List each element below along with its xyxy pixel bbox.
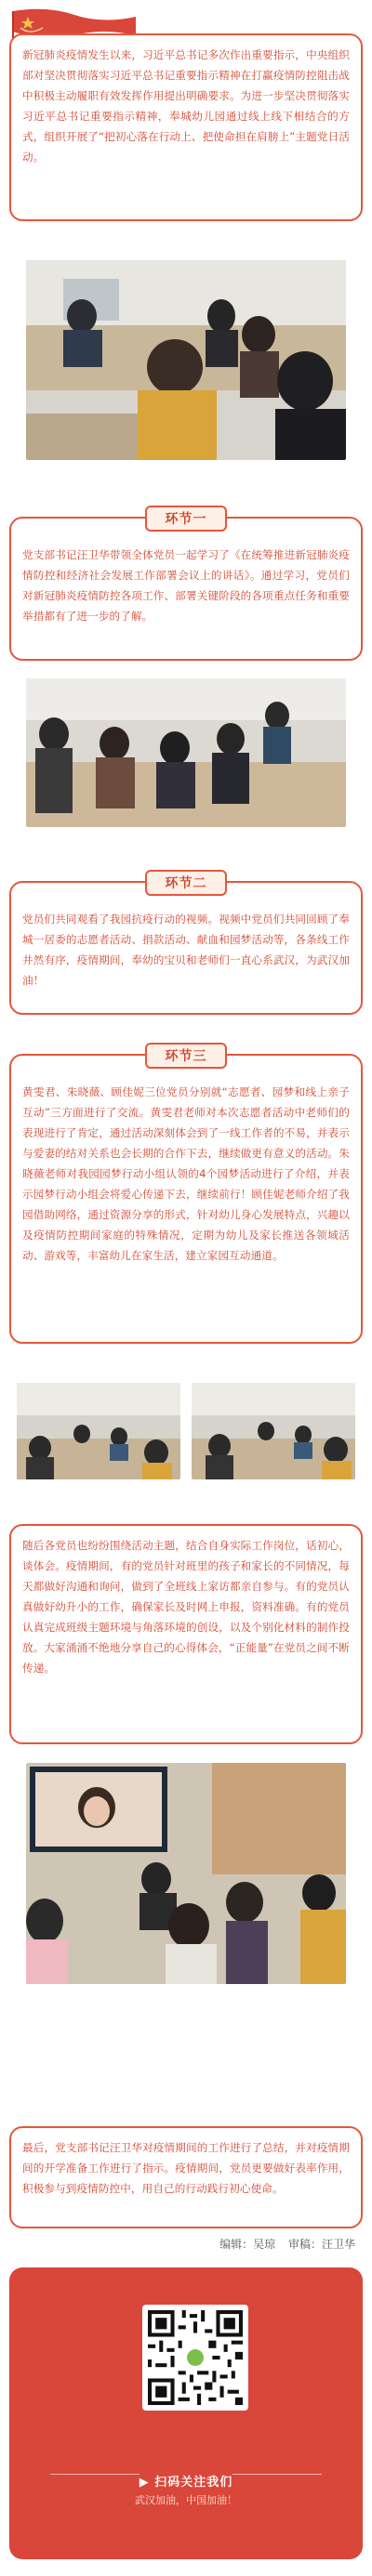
credits: [216, 2236, 355, 2252]
footer-banner: [9, 2267, 363, 2559]
section-3-paragraph: 黄雯君、朱晓薇、顾佳妮三位党员分别就“志愿者、园梦和线上亲子互动”三方面进行了交流。黄雯君老师对本次志愿者活动中老师们的表现进行了肯定，通过活动深刻体会到了一线工作者的不易，并表示与爱妻的结对关系也会长期的合作下去，继续做更有意义的活动。朱晓薇老师对我园园梦行动小组认领的4个园梦活动进行了介绍，并表示园梦行动小组会将爱心传递下去，继续前行！顾佳妮老师介绍了我园借助网络，通过资源分享的形式，针对幼儿身心发展特点，兴趣以及疫情防控期间家庭的特殊情况，定期为幼儿及家长推送各领域活动、游戏等，丰富幼儿在家生活，建立家园互动通道。: [22, 1085, 350, 1262]
qr-code[interactable]: [142, 2305, 248, 2411]
editor-name: 吴琼: [253, 2238, 276, 2251]
section-1-badge: [145, 506, 227, 532]
section-3-title: 环节三: [165, 1049, 207, 1064]
footer-slogan: 武汉加油，中国加油！: [135, 2494, 237, 2506]
section-1-card: [9, 512, 363, 661]
meeting-photo-1: [26, 260, 346, 460]
section-2-title: 环节二: [165, 876, 207, 891]
section-3-badge: [145, 1043, 227, 1069]
meeting-photo-4: [192, 1383, 355, 1479]
meeting-photo-3: [17, 1383, 180, 1479]
video-meeting-photo: [26, 1763, 346, 1984]
reviewer-name: 汪卫华: [321, 2238, 355, 2251]
arrow-icon: ▶: [139, 2476, 155, 2490]
closing-card: [9, 2126, 363, 2228]
intro-card: [9, 33, 363, 221]
section-4-paragraph: 随后各党员也纷纷围绕活动主题，结合自身实际工作岗位，话初心，谈体会。疫情期间，有的党员针对班里的孩子和家长的不同情况，每天都做好沟通和询问，做到了全班线上家访都亲自参与。有的党员认真做好幼升小的工作，确保家长及时网上申报，资料准确。有的党员认真完成班级主题环境与角落环境的创设，以及个别化材料的制作投放。大家涌涌不绝地分享自己的心得体会，“正能量”在党员之间不断传递。: [22, 1539, 350, 1675]
intro-paragraph: 新冠肺炎疫情发生以来，习近平总书记多次作出重要指示，中央组织部对坚决贯彻落实习近平总书记重要指示精神在打赢疫情防控阻击战中积极主动履职有效发挥作用提出明确要求。为进一步坚决贯彻落实习近平总书记重要指示精神，奉城幼儿园通过线上线下相结合的方式，组织开展了“把初心落在行动上、把使命担在肩膀上”主题党日活动。: [22, 48, 350, 164]
editor-label: 编辑：: [219, 2238, 254, 2251]
qr-code-icon: [148, 2310, 243, 2405]
section-1-title: 环节一: [165, 512, 207, 527]
section-2-badge: [145, 870, 227, 896]
section-1-paragraph: 党支部书记汪卫华带领全体党员一起学习了《在统筹推进新冠肺炎疫情防控和经济社会发展工作部署会议上的讲话》。通过学习，党员们对新冠肺炎疫情防控各项工作、部署关键阶段的各项重点任务和重要举措都有了进一步的了解。: [22, 548, 350, 623]
scan-follow-label: [9, 2472, 363, 2490]
meeting-photo-2: [26, 678, 346, 827]
scan-follow-text: 扫码关注我们: [154, 2476, 233, 2490]
section-4-card: [9, 1524, 363, 1744]
section-2-card: [9, 876, 363, 1015]
reviewer-label: 审稿：: [287, 2238, 322, 2251]
section-2-paragraph: 党员们共同观看了我园抗疫行动的视频。视频中党员们共同回顾了奉城一居委的志愿者活动、捐款活动、献血和园梦活动等，各条线工作井然有序，疫情期间，奉幼的宝贝和老师们一直心系武汉，为武汉加油！: [22, 913, 350, 987]
section-3-card: [9, 1049, 363, 1344]
closing-paragraph: 最后，党支部书记汪卫华对疫情期间的工作进行了总结，并对疫情期间的开学准备工作进行了指示。疫情期间，党员更要做好表率作用，积极参与到疫情防控中，用自己的行动践行初心使命。: [22, 2141, 350, 2195]
